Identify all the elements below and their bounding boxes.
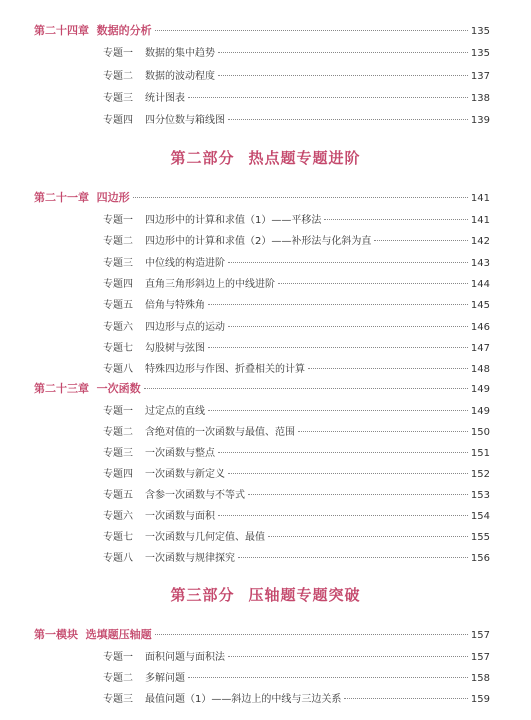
chapter-number: 第二十一章 [34,191,89,204]
topic-title: 一次函数与面积 [145,511,215,522]
topic-title: 多解问题 [145,673,185,684]
topic-title: 四边形中的计算和求值（2）——补形法与化斜为直 [145,236,372,247]
toc-entry[interactable] [103,423,490,438]
toc-entry[interactable] [103,690,490,705]
leader-dots [208,410,468,411]
page-number: 145 [470,300,490,311]
leader-dots [228,119,468,120]
leader-dots [298,431,468,432]
topic-title: 特殊四边形与作图、折叠相关的计算 [145,364,305,375]
module-title: 选填题压轴题 [85,628,152,641]
chapter-title: 数据的分析 [96,24,152,37]
topic-number: 专题二 [103,673,133,684]
leader-dots [344,698,468,699]
chapter-number: 第二十四章 [34,24,89,37]
toc-entry[interactable] [103,486,490,501]
leader-dots [268,536,468,537]
topic-number: 专题七 [103,343,133,354]
page-number: 144 [470,279,490,290]
toc-entry[interactable] [103,44,490,59]
leader-dots [324,219,468,220]
toc-entry[interactable] [103,402,490,417]
toc-entry[interactable] [103,360,490,375]
module-number: 第一模块 [34,628,78,641]
topic-number: 专题二 [103,236,133,247]
page-number: 146 [470,322,490,333]
topic-number: 专题三 [103,694,133,705]
part-heading [0,584,531,605]
topic-title: 面积问题与面积法 [145,652,225,663]
leader-dots [155,30,468,31]
topic-title: 直角三角形斜边上的中线进阶 [145,279,275,290]
part-label: 第二部分 [170,149,235,167]
topic-title: 统计图表 [145,93,185,104]
topic-title: 倍角与特殊角 [145,300,205,311]
leader-dots [248,494,468,495]
toc-entry[interactable] [103,232,490,247]
page-number: 142 [470,236,490,247]
topic-title: 数据的集中趋势 [145,48,215,59]
page-number: 149 [470,384,490,395]
topic-number: 专题八 [103,364,133,375]
topic-title: 一次函数与几何定值、最值 [145,532,265,543]
page-number: 135 [470,26,490,37]
topic-number: 专题三 [103,93,133,104]
topic-number: 专题七 [103,532,133,543]
topic-number: 专题六 [103,322,133,333]
page-number: 154 [470,511,490,522]
leader-dots [218,75,468,76]
topic-number: 专题五 [103,300,133,311]
topic-title: 勾股树与弦图 [145,343,205,354]
topic-title: 含绝对值的一次函数与最值、范围 [145,427,295,438]
topic-number: 专题二 [103,427,133,438]
topic-title: 中位线的构造进阶 [145,258,225,269]
page-number: 137 [470,71,490,82]
chapter-title: 一次函数 [96,382,141,395]
leader-dots [144,388,468,389]
page-number: 155 [470,532,490,543]
leader-dots [228,262,468,263]
topic-number: 专题一 [103,48,133,59]
page-number: 141 [470,193,490,204]
toc-entry[interactable] [103,549,490,564]
chapter-title: 四边形 [96,191,130,204]
toc-entry[interactable] [103,648,490,663]
page-number: 157 [470,630,490,641]
toc-entry[interactable] [103,339,490,354]
leader-dots [188,97,468,98]
page-number: 149 [470,406,490,417]
leader-dots [218,452,468,453]
leader-dots [133,197,468,198]
topic-number: 专题四 [103,279,133,290]
page-number: 157 [470,652,490,663]
topic-title: 最值问题（1）——斜边上的中线与三边关系 [145,694,342,705]
topic-title: 过定点的直线 [145,406,205,417]
page-number: 153 [470,490,490,501]
toc-entry[interactable] [103,507,490,522]
leader-dots [228,656,468,657]
leader-dots [218,515,468,516]
topic-number: 专题三 [103,258,133,269]
leader-dots [208,347,468,348]
topic-number: 专题二 [103,71,133,82]
page-number: 151 [470,448,490,459]
leader-dots [155,634,468,635]
page-number: 152 [470,469,490,480]
topic-number: 专题八 [103,553,133,564]
topic-number: 专题四 [103,115,133,126]
page-number: 158 [470,673,490,684]
leader-dots [218,52,468,53]
topic-title: 四边形与点的运动 [145,322,225,333]
page-number: 148 [470,364,490,375]
part-label: 第三部分 [170,586,235,604]
leader-dots [374,240,468,241]
module-heading[interactable] [34,626,490,642]
topic-title: 四边形中的计算和求值（1）——平移法 [145,215,322,226]
page-number: 138 [470,93,490,104]
chapter-heading[interactable] [34,380,490,396]
topic-title: 一次函数与新定义 [145,469,225,480]
leader-dots [278,283,468,284]
toc-entry[interactable] [103,89,490,104]
topic-title: 数据的波动程度 [145,71,215,82]
topic-title: 含参一次函数与不等式 [145,490,245,501]
part-title: 热点题专题进阶 [248,149,361,167]
topic-number: 专题六 [103,511,133,522]
leader-dots [308,368,468,369]
toc-entry[interactable] [103,275,490,290]
toc-entry[interactable] [103,254,490,269]
page-number: 150 [470,427,490,438]
page-number: 156 [470,553,490,564]
toc-entry[interactable] [103,444,490,459]
page-number: 139 [470,115,490,126]
toc-entry[interactable] [103,669,490,684]
topic-number: 专题四 [103,469,133,480]
toc-entry[interactable] [103,211,490,226]
leader-dots [238,557,468,558]
leader-dots [188,677,468,678]
chapter-heading[interactable] [34,22,490,38]
chapter-number: 第二十三章 [34,382,89,395]
topic-title: 一次函数与整点 [145,448,215,459]
page-number: 147 [470,343,490,354]
toc-entry[interactable] [103,318,490,333]
page-number: 135 [470,48,490,59]
topic-title: 一次函数与规律探究 [145,553,235,564]
page-number: 159 [470,694,490,705]
topic-number: 专题一 [103,652,133,663]
leader-dots [228,326,468,327]
topic-number: 专题三 [103,448,133,459]
leader-dots [208,304,468,305]
toc-entry[interactable] [103,67,490,82]
leader-dots [228,473,468,474]
part-heading [0,147,531,168]
toc-entry[interactable] [103,296,490,311]
part-title: 压轴题专题突破 [248,586,361,604]
toc-entry[interactable] [103,111,490,126]
page-number: 141 [470,215,490,226]
toc-entry[interactable] [103,528,490,543]
chapter-heading[interactable] [34,189,490,205]
topic-title: 四分位数与箱线图 [145,115,225,126]
topic-number: 专题五 [103,490,133,501]
topic-number: 专题一 [103,406,133,417]
toc-entry[interactable] [103,465,490,480]
topic-number: 专题一 [103,215,133,226]
page-number: 143 [470,258,490,269]
